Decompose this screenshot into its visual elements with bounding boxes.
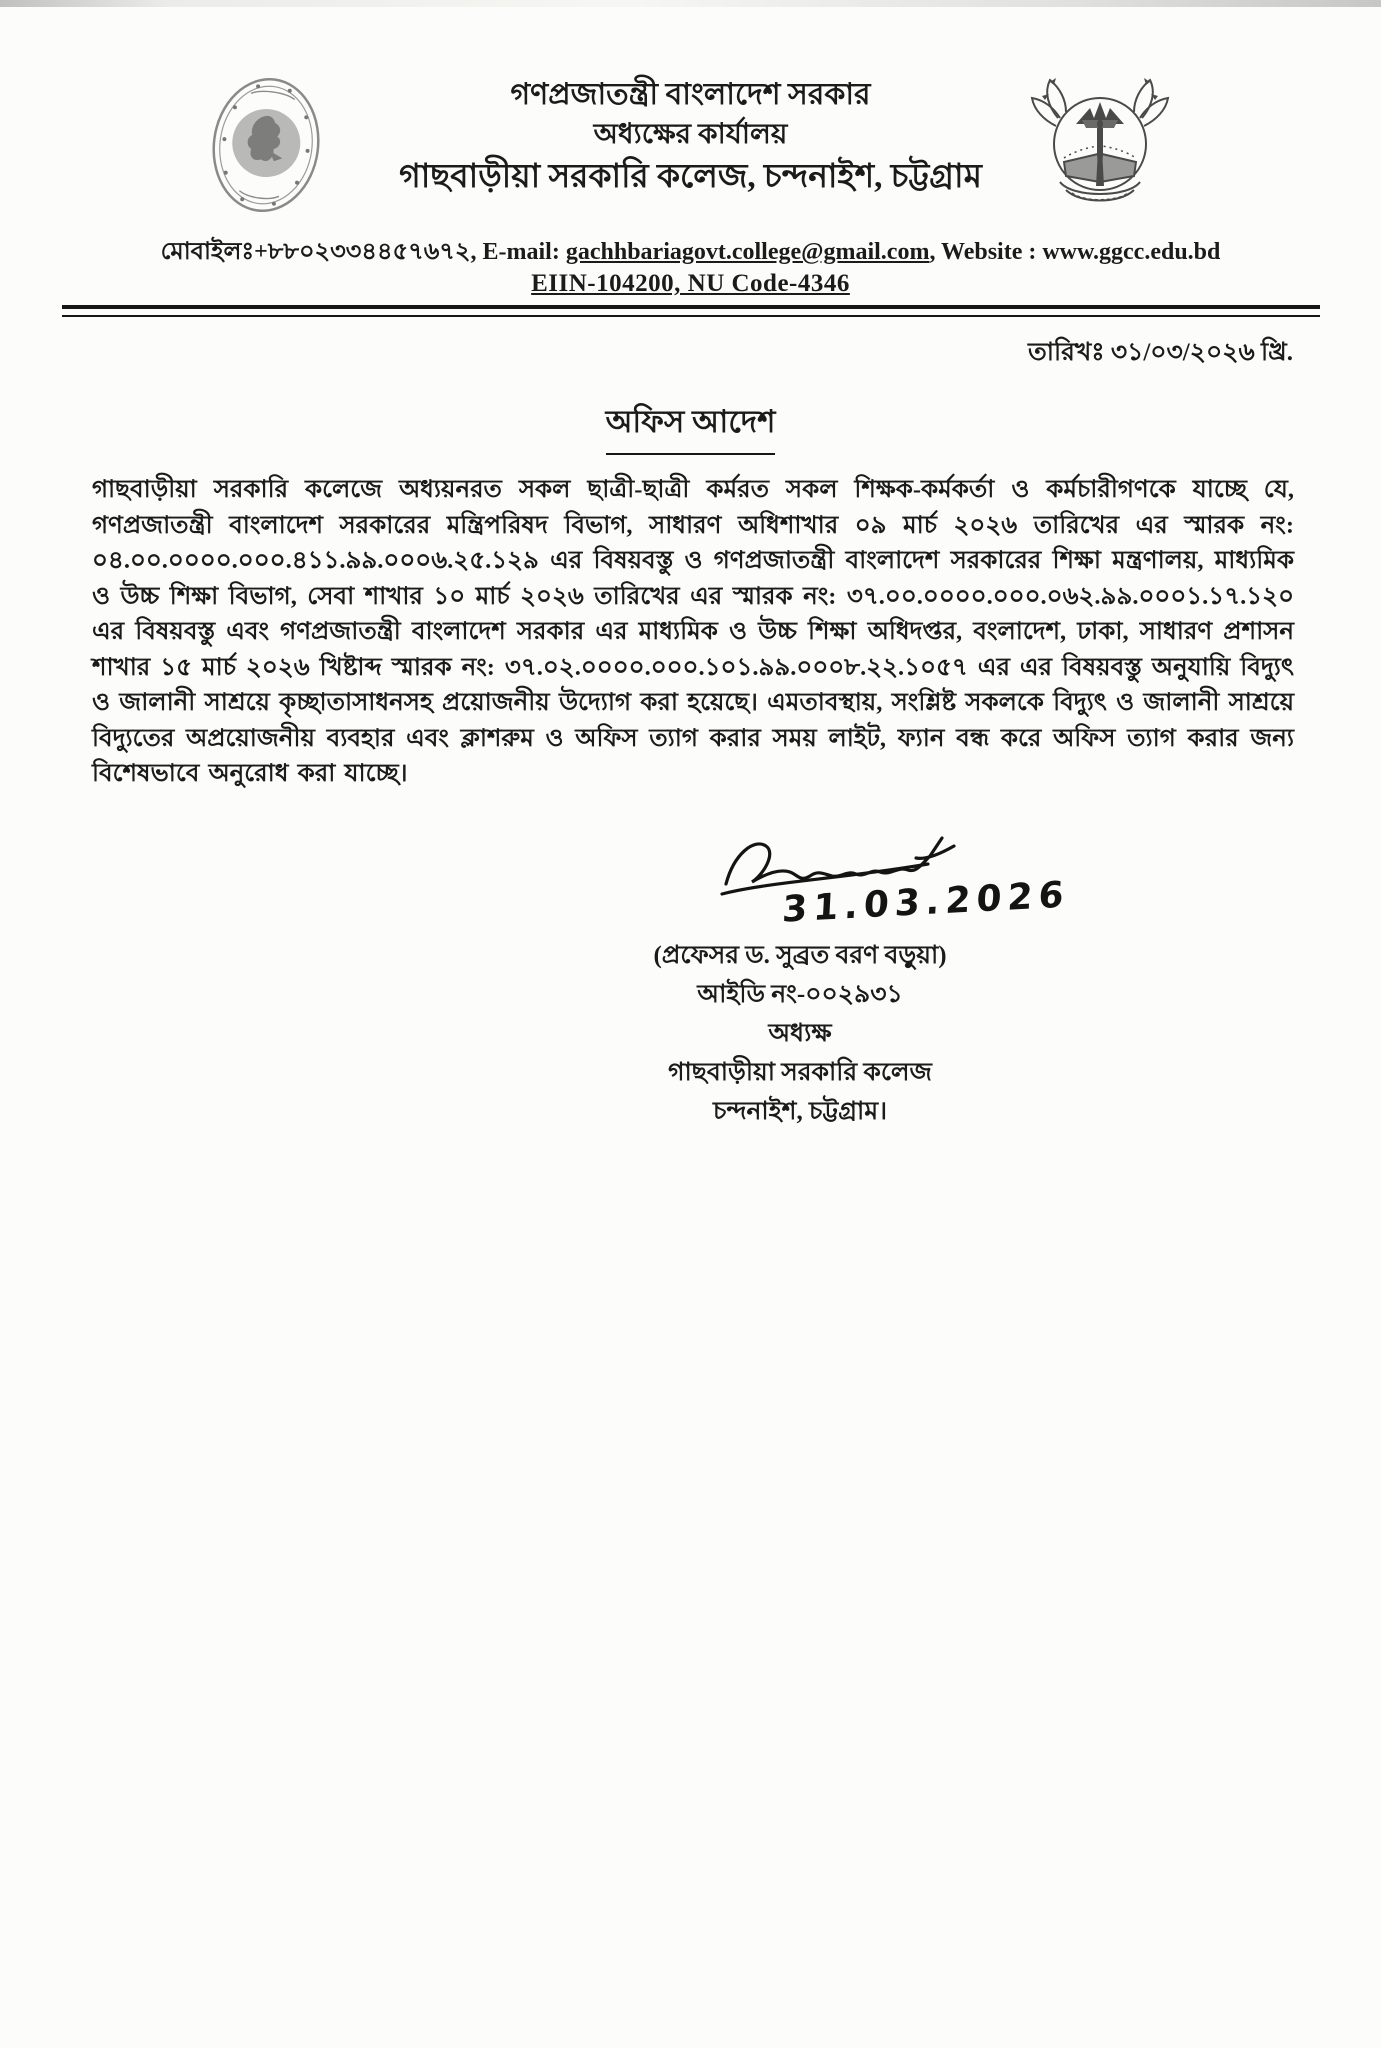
signatory-college: গাছবাড়ীয়া সরকারি কলেজ bbox=[668, 1059, 932, 1086]
letterhead-government-line: গণপ্রজাতন্ত্রী বাংলাদেশ সরকার bbox=[510, 78, 871, 111]
document-date: তারিখঃ ৩১/০৩/২০২৬ খ্রি. bbox=[1027, 339, 1293, 366]
letterhead-college-line: গাছবাড়ীয়া সরকারি কলেজ, চন্দনাইশ, চট্টগ্রাম bbox=[399, 159, 982, 195]
letterhead-divider-rule bbox=[62, 305, 1320, 317]
signatory-name: (প্রফেসর ড. সুব্রত বরণ বড়ুয়া) bbox=[653, 942, 947, 969]
email-label: E-mail: bbox=[482, 239, 560, 265]
scan-artifact-top-edge bbox=[0, 0, 1381, 7]
order-title: অফিস আদেশ bbox=[0, 398, 1381, 455]
letterhead-contact-line bbox=[0, 233, 1381, 273]
eiin-nu-codes: EIIN-104200, NU Code-4346 bbox=[531, 270, 850, 297]
email-address: gachhbariagovt.college@gmail.com bbox=[565, 239, 930, 265]
order-body-paragraph: গাছবাড়ীয়া সরকারি কলেজে অধ্যয়নরত সকল ছাত্রী-ছাত্রী কর্মরত সকল শিক্ষক-কর্মকর্তা ও কর্মচারীগণকে যাচ্ছে যে, গণপ্রজাতন্ত্রী বাংলাদেশ সরকারের মন্ত্রিপরিষদ বিভাগ, সাধারণ অধিশাখার ০৯ মার্চ ২০২৬ তারিখের এর স্মারক নং: ০৪.০০.০০০০.০০০.৪১১.৯৯.০০০৬.২৫.১২৯ এর বিষয়বস্তু ও গণপ্রজাতন্ত্রী বাংলাদেশ সরকারের শিক্ষা মন্ত্রণালয়, মাধ্যমিক ও উচ্চ শিক্ষা বিভাগ, সেবা শাখার ১০ মার্চ ২০২৬ তারিখের এর স্মারক নং: ৩৭.০০.০০০০.০০০.০৬২.৯৯.০০০১.১৭.১২০ এর বিষয়বস্তু এবং গণপ্রজাতন্ত্রী বাংলাদেশ সরকার এর মাধ্যমিক ও উচ্চ শিক্ষা অধিদপ্তর, বংলাদেশ, ঢাকা, সাধারণ প্রশাসন শাখার ১৫ মার্চ ২০২৬ খিষ্টাব্দ স্মারক নং: ৩৭.০২.০০০০.০০০.১০১.৯৯.০০০৮.২২.১০৫৭ এর এর বিষয়বস্তু অনুযায়ি বিদ্যুৎ ও জালানী সাশ্রয়ে কৃচ্ছাতাসাধনসহ প্রয়োজনীয় উদ্যোগ করা হয়েছে। এমতাবস্থায়, সংশ্লিষ্ট সকলকে বিদ্যুৎ ও জালানী সাশ্রয়ে বিদ্যুতের অপ্রয়োজনীয় ব্যবহার এবং ক্লাশরুম ও অফিস ত্যাগ করার সময় লাইট, ফ্যান বন্ধ করে অফিস ত্যাগ করার জন্য বিশেষভাবে অনুরোধ করা যাচ্ছে। bbox=[92, 476, 1294, 787]
signatory-address: চন্দনাইশ, চট্টগ্রাম। bbox=[712, 1098, 888, 1125]
signatory-designation: অধ্যক্ষ bbox=[768, 1020, 832, 1047]
mobile-number: মোবাইলঃ+৮৮০২৩৩৪৪৫৭৬৭২, bbox=[160, 239, 477, 265]
signatory-id: আইডি নং-০০২৯৩১ bbox=[697, 981, 903, 1008]
signature-block bbox=[580, 936, 1020, 1131]
letterhead-office-line: অধ্যক্ষের কার্যালয় bbox=[593, 119, 788, 150]
signature-handwritten-date: 31.03.2026 bbox=[781, 874, 1071, 931]
website-address: , Website : www.ggcc.edu.bd bbox=[929, 239, 1221, 265]
